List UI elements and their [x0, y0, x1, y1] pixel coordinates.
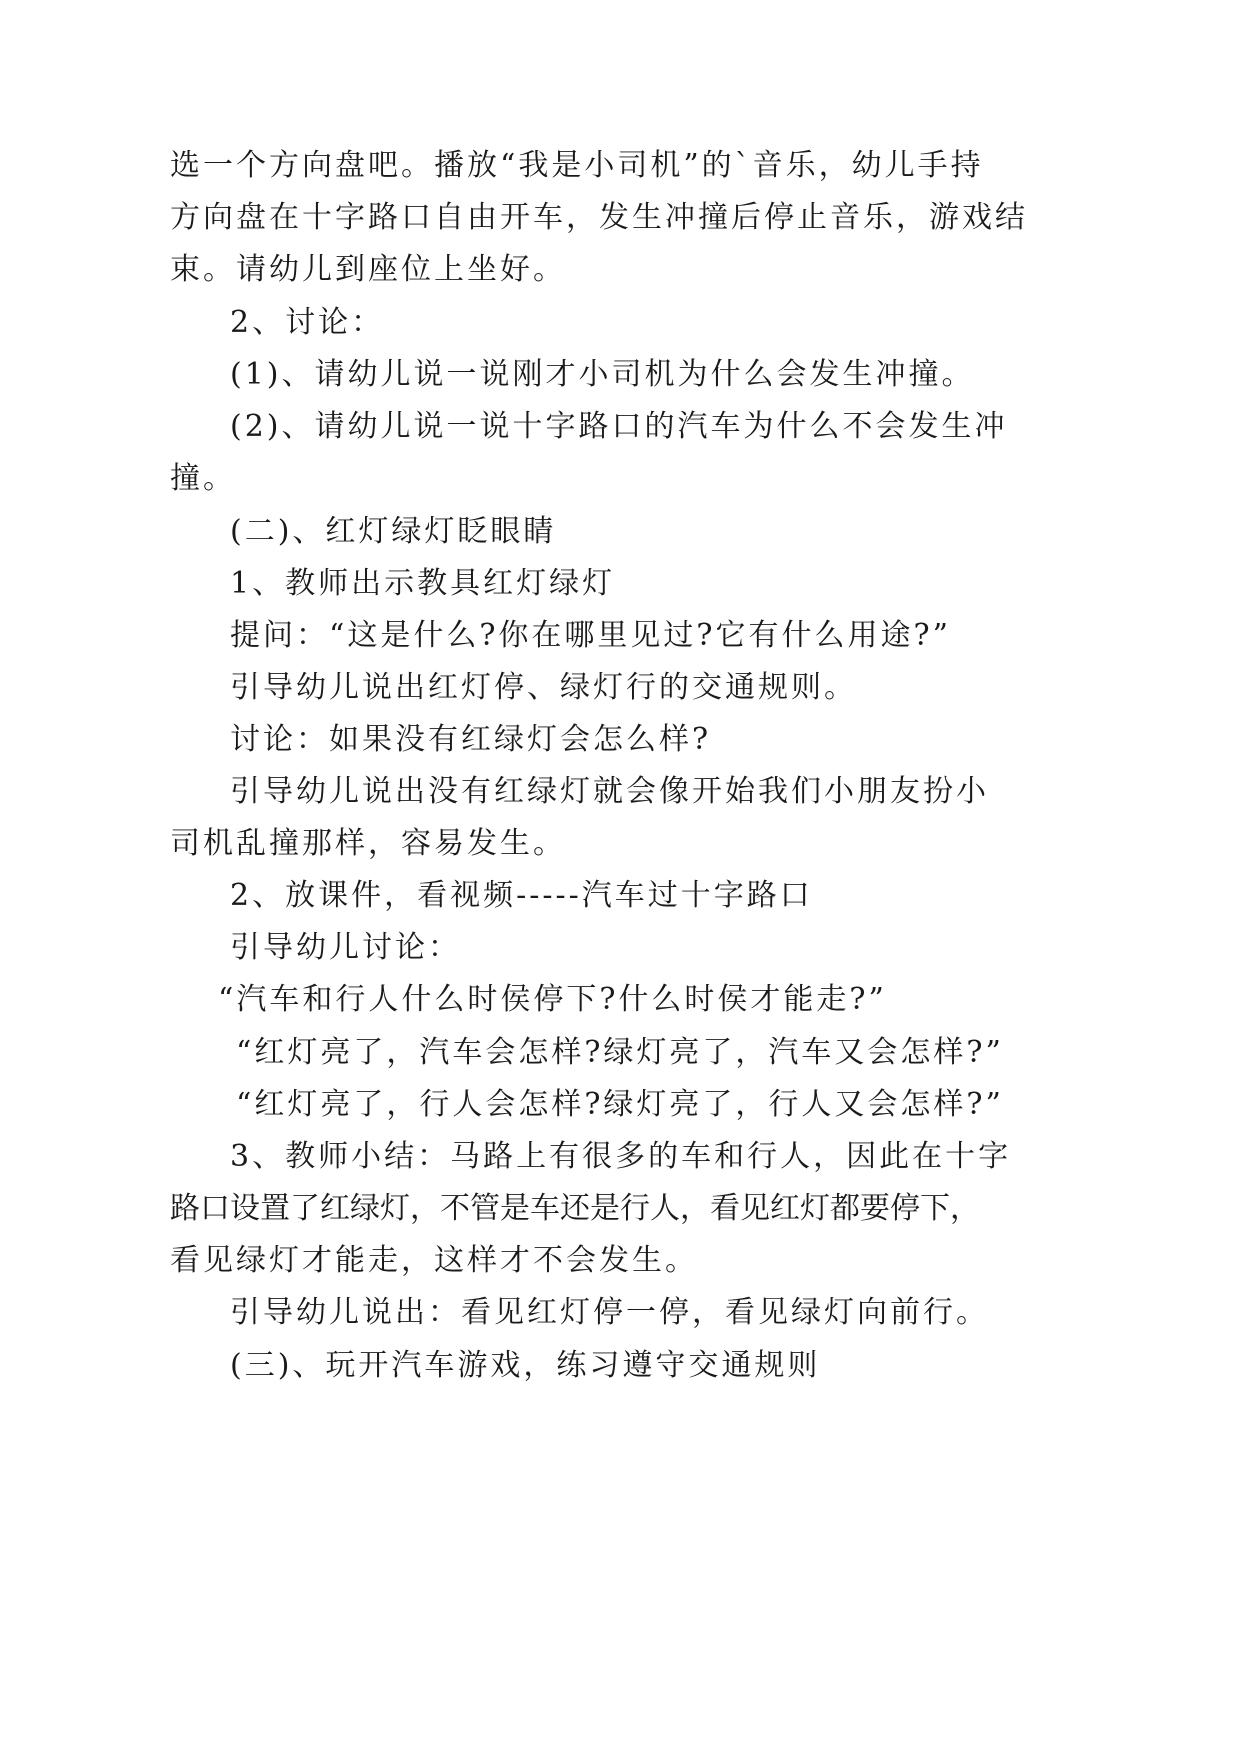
text-line-23: 引导幼儿说出：看见红灯停一停，看见绿灯向前行。	[230, 1295, 989, 1330]
text-line-17: “汽车和行人什么时侯停下?什么时侯才能走?”	[218, 982, 887, 1017]
text-line-22: 看见绿灯才能走，这样才不会发生。	[170, 1243, 698, 1278]
text-line-15: 2、放课件，看视频-----汽车过十字路口	[230, 878, 813, 913]
text-line-18: “红灯亮了，汽车会怎样?绿灯亮了，汽车又会怎样?”	[236, 1035, 1004, 1070]
text-line-14: 司机乱撞那样，容易发生。	[170, 826, 566, 861]
text-line-19: “红灯亮了，行人会怎样?绿灯亮了，行人又会怎样?”	[236, 1087, 1004, 1122]
text-line-7: 撞。	[170, 461, 236, 496]
text-line-20: 3、教师小结：马路上有很多的车和行人，因此在十字	[230, 1139, 1012, 1174]
text-line-16: 引导幼儿讨论：	[230, 930, 461, 965]
text-line-21: 路口设置了红绿灯，不管是车还是行人，看见红灯都要停下，	[170, 1191, 980, 1226]
text-line-4: 2、讨论：	[230, 305, 385, 340]
text-line-1: 选一个方向盘吧。播放“我是小司机”的`音乐，幼儿手持	[170, 148, 984, 183]
text-line-9: 1、教师出示教具红灯绿灯	[230, 566, 616, 601]
text-line-6: (2)、请幼儿说一说十字路口的汽车为什么不会发生冲	[230, 409, 1008, 444]
text-line-24: (三)、玩开汽车游戏，练习遵守交通规则	[230, 1348, 821, 1383]
text-line-8: (二)、红灯绿灯眨眼睛	[230, 514, 557, 549]
text-line-2: 方向盘在十字路口自由开车，发生冲撞后停止音乐，游戏结	[170, 200, 1028, 235]
text-line-12: 讨论：如果没有红绿灯会怎么样?	[230, 722, 712, 757]
text-line-5: (1)、请幼儿说一说刚才小司机为什么会发生冲撞。	[230, 357, 975, 392]
text-line-11: 引导幼儿说出红灯停、绿灯行的交通规则。	[230, 670, 857, 705]
text-line-3: 束。请幼儿到座位上坐好。	[170, 252, 566, 287]
text-line-13: 引导幼儿说出没有红绿灯就会像开始我们小朋友扮小	[230, 774, 989, 809]
text-line-10: 提问：“这是什么?你在哪里见过?它有什么用途?”	[230, 618, 951, 653]
